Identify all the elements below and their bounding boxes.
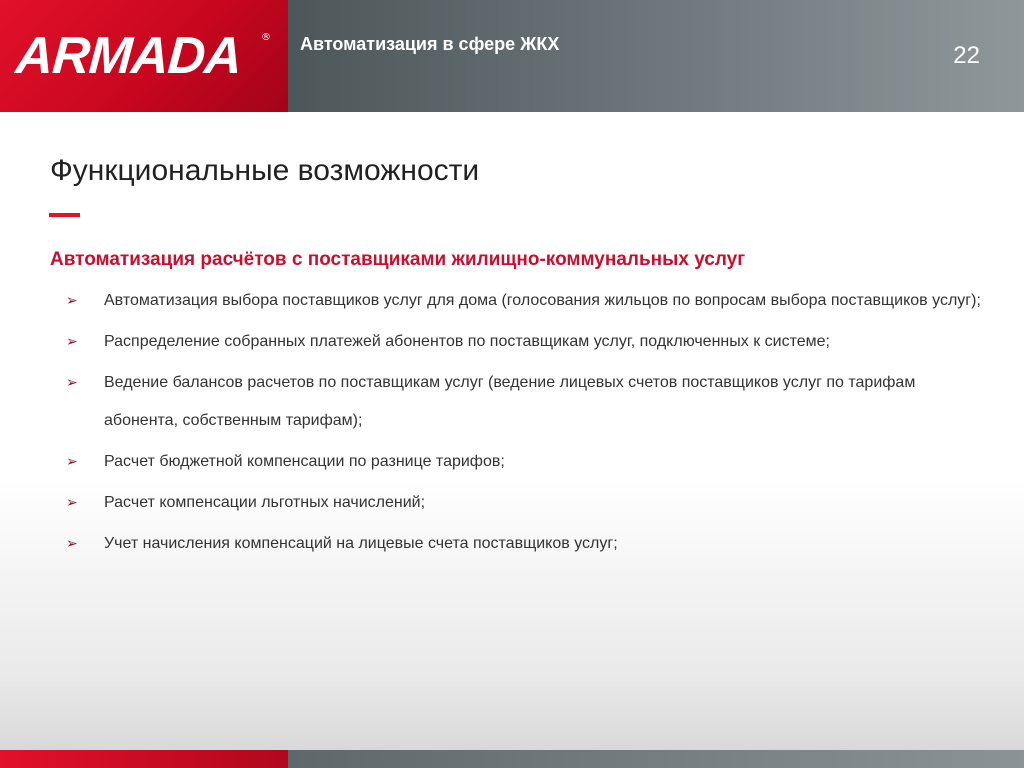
bullet-list [66, 282, 986, 566]
bullet-item [66, 364, 986, 440]
bullet-item [66, 443, 986, 481]
logo-block [0, 0, 288, 112]
registered-mark: ® [261, 32, 271, 43]
bullet-item [66, 484, 986, 522]
footer-bar-gray [288, 750, 1024, 768]
arrowhead-bullet-icon: ➢ [66, 536, 78, 552]
arrowhead-bullet-icon: ➢ [66, 454, 78, 470]
bullet-text: Расчет компенсации льготных начислений; [104, 494, 426, 511]
header-title: Автоматизация в сфере ЖКХ [300, 34, 560, 54]
armada-logo: ARMADA [13, 27, 244, 85]
header-title-block [288, 0, 1024, 112]
section-heading: Автоматизация расчётов с поставщиками жилищно-коммунальных услуг [50, 249, 746, 270]
arrowhead-bullet-icon: ➢ [66, 375, 78, 391]
arrowhead-bullet-icon: ➢ [66, 293, 78, 309]
footer-bar-red [0, 750, 288, 768]
slide-number: 22 [953, 42, 980, 69]
bullet-text: Учет начисления компенсаций на лицевые счета поставщиков услуг; [104, 535, 618, 552]
bullet-text: Распределение собранных платежей абонентов по поставщикам услуг, подключенных к системе; [104, 333, 830, 350]
bullet-item [66, 525, 986, 563]
title-underline [49, 213, 80, 217]
bullet-item [66, 282, 986, 320]
bullet-item [66, 323, 986, 361]
arrowhead-bullet-icon: ➢ [66, 334, 78, 350]
bullet-text: Автоматизация выбора поставщиков услуг для дома (голосования жильцов по вопросам выбора поставщиков услуг); [104, 292, 981, 309]
slide-header [0, 0, 1024, 112]
bullet-text: Расчет бюджетной компенсации по разнице тарифов; [104, 453, 505, 470]
bullet-text: Ведение балансов расчетов по поставщикам услуг (ведение лицевых счетов поставщиков услуг по тарифам абонента, собственным тарифам); [104, 374, 916, 429]
page-title: Функциональные возможности [50, 154, 480, 187]
arrowhead-bullet-icon: ➢ [66, 495, 78, 511]
